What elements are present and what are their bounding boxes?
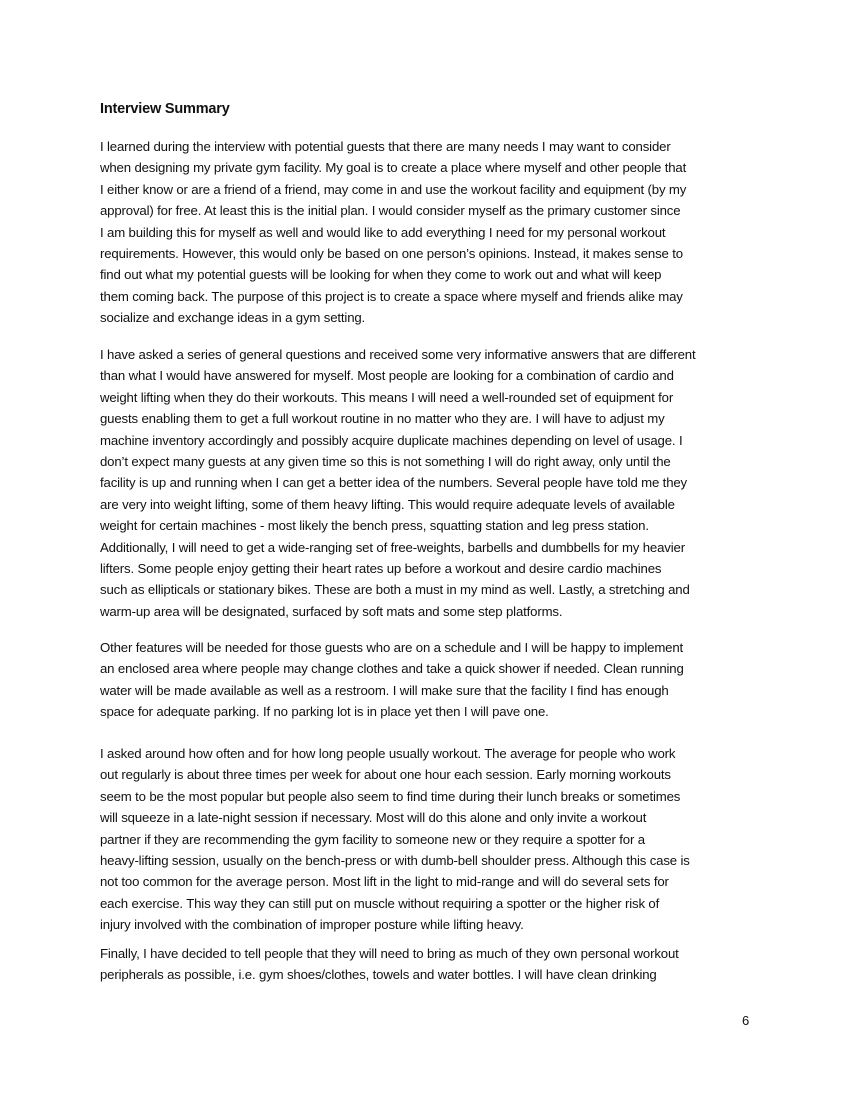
text-line: find out what my potential guests will be looking for when they come to work out and what will keep [100,267,662,283]
text-line: out regularly is about three times per week for about one hour each session. Early morning workouts [100,767,671,783]
text-line: such as ellipticals or stationary bikes. These are both a must in my mind as well. Lastly, a stretching and [100,582,690,598]
text-line: them coming back. The purpose of this project is to create a space where myself and friends alike may [100,288,683,304]
section-heading: Interview Summary [100,101,230,117]
text-line: Additionally, I will need to get a wide-ranging set of free-weights, barbells and dumbbells for my heavier [100,539,685,555]
text-line: weight for certain machines - most likely the bench press, squatting station and leg press station. [100,518,649,534]
text-line: partner if they are recommending the gym facility to someone new or they require a spotter for a [100,831,645,847]
text-line: approval) for free. At least this is the initial plan. I would consider myself as the primary customer since [100,203,681,219]
text-line: Other features will be needed for those guests who are on a schedule and I will be happy to implement [100,640,684,655]
text-line: when designing my private gym facility. My goal is to create a place where myself and other people that [100,160,687,176]
text-line: are very into weight lifting, some of them heavy lifting. This would require adequate levels of available [100,496,675,512]
text-line: I am building this for myself as well and would like to add everything I need for my personal workout [100,224,666,240]
text-line: warm-up area will be designated, surfaced by soft mats and some step platforms. [100,603,563,619]
paragraph-workout-frequency [100,743,760,936]
text-line: water will be made available as well as a restroom. I will make sure that the facility I find has enough [100,682,669,698]
paragraph-intro [100,136,760,329]
text-line: I learned during the interview with potential guests that there are many needs I may want to consider [100,139,671,154]
paragraph-features [100,637,760,723]
text-line: socialize and exchange ideas in a gym setting. [100,310,366,326]
paragraph-peripherals [100,943,760,986]
text-line: don’t expect many guests at any given time so this is not something I will do right away, only until the [100,453,671,469]
text-line: peripherals as possible, i.e. gym shoes/clothes, towels and water bottles. I will have clean drinking [100,967,657,983]
text-line: than what I would have answered for myself. Most people are looking for a combination of cardio and [100,368,674,384]
text-line: will squeeze in a late-night session if necessary. Most will do this alone and only invite a workout [100,810,647,826]
text-line: I asked around how often and for how long people usually workout. The average for people who work [100,746,676,761]
text-line: heavy-lifting session, usually on the bench-press or with dumb-bell shoulder press. Although this case is [100,852,690,868]
text-line: requirements. However, this would only be based on one person’s opinions. Instead, it makes sense to [100,245,683,261]
text-line: facility is up and running when I can get a better idea of the numbers. Several people have told me they [100,475,688,491]
text-line: guests enabling them to get a full workout routine in no matter who they are. I will have to adjust my [100,411,665,427]
page-number: 6 [742,1013,750,1028]
text-line: an enclosed area where people may change clothes and take a quick shower if needed. Clean running [100,661,684,677]
text-line: space for adequate parking. If no parking lot is in place yet then I will pave one. [100,704,549,720]
text-line: weight lifting when they do their workouts. This means I will need a well-rounded set of equipment for [100,389,674,405]
text-line: Finally, I have decided to tell people that they will need to bring as much of they own personal workout [100,946,679,961]
text-line: lifters. Some people enjoy getting their heart rates up before a workout and desire cardio machines [100,560,662,576]
text-line: injury involved with the combination of improper posture while lifting heavy. [100,917,524,933]
paragraph-questions [100,344,760,622]
text-line: I either know or are a friend of a friend, may come in and use the workout facility and equipment (by my [100,181,687,197]
text-line: not too common for the average person. Most lift in the light to mid-range and will do several sets for [100,874,669,890]
text-line: machine inventory accordingly and possibly acquire duplicate machines depending on level of usage. I [100,432,683,448]
text-line: I have asked a series of general questions and received some very informative answers that are different [100,347,696,362]
text-line: seem to be the most popular but people also seem to find time during their lunch breaks or sometimes [100,788,681,804]
text-line: each exercise. This way they can still put on muscle without requiring a spotter or the higher risk of [100,895,660,911]
